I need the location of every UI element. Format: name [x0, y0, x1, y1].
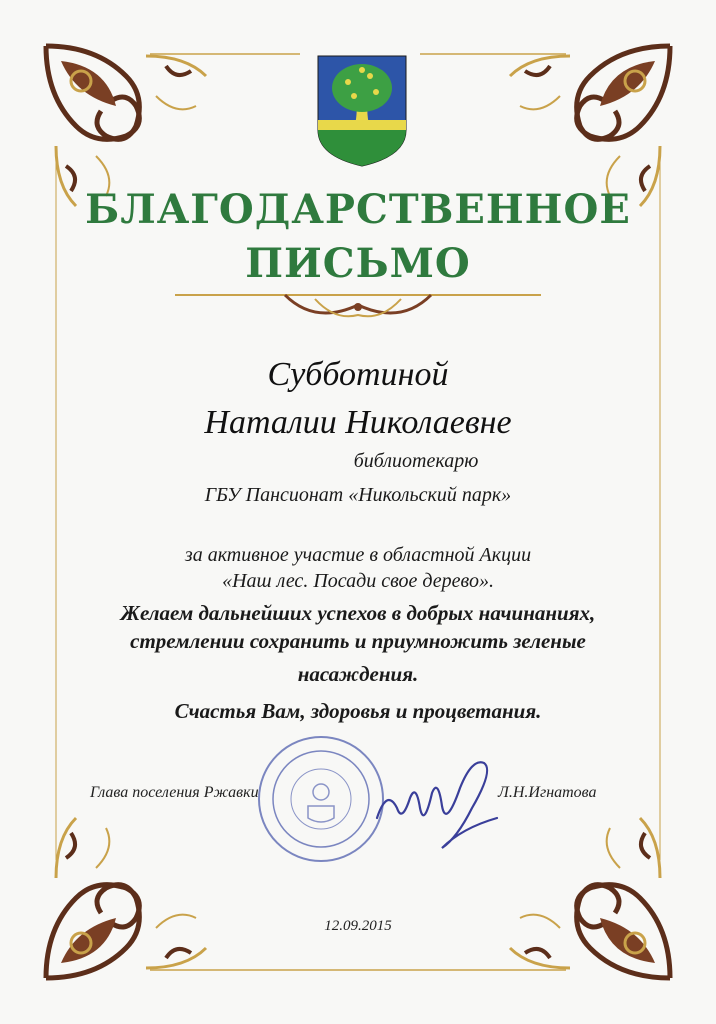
- title-ornament: [175, 285, 541, 335]
- body-line-1: за активное участие в областной Акции: [184, 544, 532, 566]
- official-stamp: [256, 734, 386, 864]
- body-line-6: Счастья Вам, здоровья и процветания.: [174, 699, 542, 723]
- issue-date: 12.09.2015: [324, 918, 392, 934]
- signer-position: Глава поселения Ржавки: [90, 784, 259, 801]
- recipient-organization: ГБУ Пансионат «Никольский парк»: [204, 484, 512, 506]
- title-line-2: ПИСЬМО: [245, 240, 471, 287]
- recipient-name: Наталии Николаевне: [204, 404, 512, 441]
- recipient-position: библиотекарю: [353, 450, 479, 472]
- body-line-2: «Наш лес. Посади свое дерево».: [222, 570, 494, 592]
- body-line-4: стремлении сохранить и приумножить зеленые: [130, 629, 586, 653]
- coat-of-arms: [314, 52, 410, 170]
- recipient-surname: Субботиной: [267, 356, 449, 393]
- title-line-1: БЛАГОДАРСТВЕННОЕ: [85, 186, 631, 233]
- signer-name: Л.Н.Игнатова: [498, 784, 597, 801]
- handwritten-signature: [372, 748, 502, 858]
- body-line-3: Желаем дальнейших успехов в добрых начинаниях,: [120, 601, 596, 625]
- body-line-5: насаждения.: [297, 662, 419, 686]
